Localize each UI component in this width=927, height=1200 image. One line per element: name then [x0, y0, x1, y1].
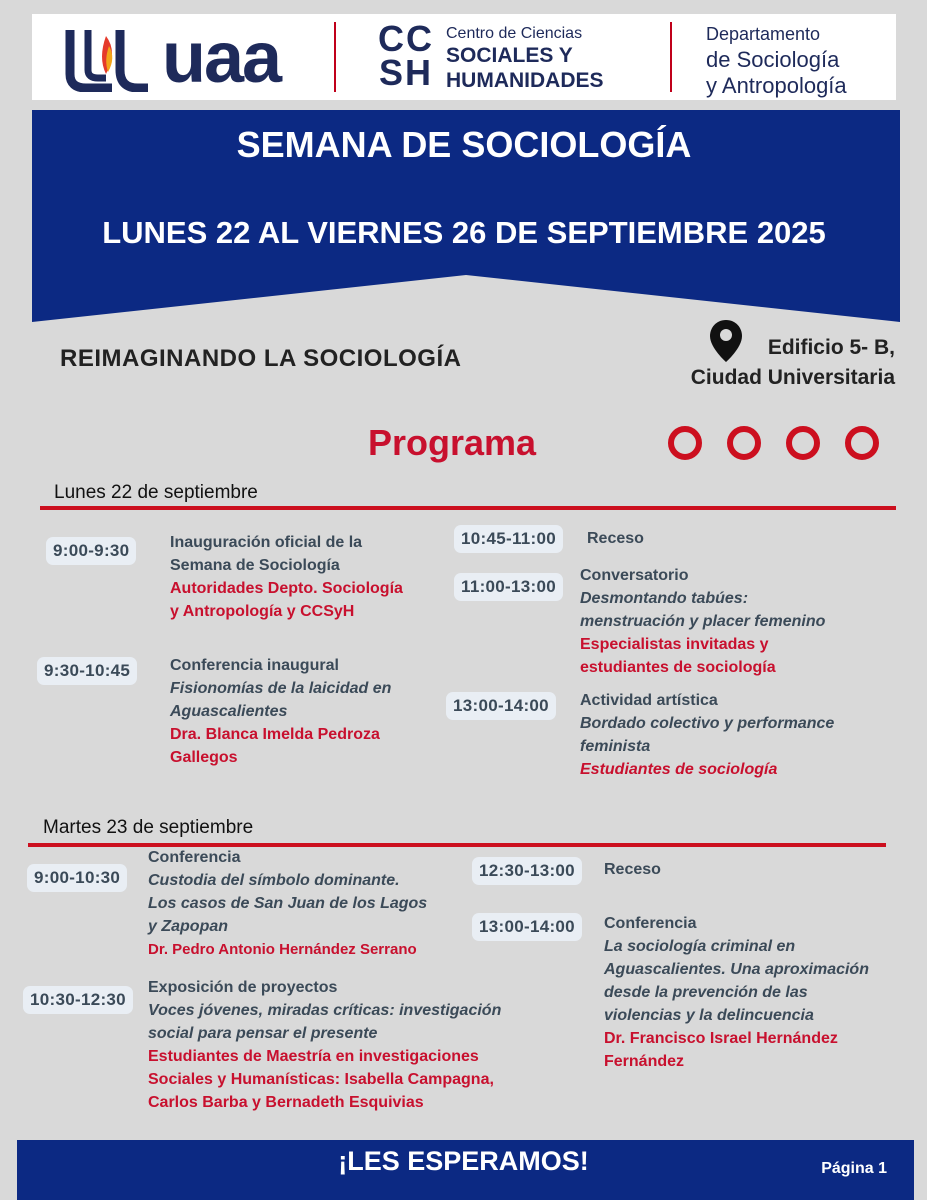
time-badge: 10:45-11:00: [454, 525, 563, 553]
event-speaker: Fernández: [604, 1053, 685, 1070]
circle-icon: [789, 429, 817, 457]
event-subtitle: Voces jóvenes, miradas críticas: investigación: [148, 1002, 502, 1019]
event: [604, 858, 661, 881]
footer-message: ¡LES ESPERAMOS!: [338, 1146, 589, 1176]
event-subtitle: Desmontando tabúes:: [580, 590, 749, 607]
ccsh-line3: HUMANIDADES: [446, 69, 604, 92]
logo-strip: [32, 14, 896, 100]
event-title: Conferencia inaugural: [170, 657, 339, 674]
event: [148, 976, 501, 1114]
location-line1: Edificio 5- B,: [767, 336, 895, 359]
divider: [670, 22, 672, 92]
event-subtitle: social para pensar el presente: [148, 1025, 378, 1042]
banner-dates: LUNES 22 AL VIERNES 26 DE SEPTIEMBRE 2025: [102, 215, 826, 250]
event: [604, 912, 869, 1073]
event-subtitle: violencias y la delincuencia: [604, 1007, 814, 1024]
event-title: Actividad artística: [580, 692, 718, 709]
location-line2: Ciudad Universitaria: [690, 366, 895, 389]
event: [170, 654, 391, 769]
location-pin-icon: [708, 318, 744, 364]
dept-line2: de Sociología: [706, 47, 840, 72]
event-subtitle: Aguascalientes. Una aproximación: [604, 961, 869, 978]
ccsh-line2: SOCIALES Y: [446, 44, 573, 67]
decorative-circles: [667, 425, 887, 461]
circle-icon: [730, 429, 758, 457]
event: [170, 531, 403, 623]
ccsh-line1: Centro de Ciencias: [446, 25, 583, 42]
event-speaker: y Antropología y CCSyH: [170, 603, 355, 620]
event-subtitle: Aguascalientes: [170, 703, 288, 720]
event-title: Conferencia: [604, 915, 697, 932]
event: [580, 689, 834, 781]
circle-icon: [671, 429, 699, 457]
event-subtitle: Fisionomías de la laicidad en: [170, 680, 392, 697]
event-subtitle: Bordado colectivo y performance: [580, 715, 835, 732]
ccsh-logo: CC SH: [378, 18, 434, 93]
event-subtitle: y Zapopan: [148, 918, 229, 935]
event-subtitle: menstruación y placer femenino: [580, 613, 826, 630]
time-badge: 12:30-13:00: [472, 857, 582, 885]
event-title: Exposición de proyectos: [148, 979, 338, 996]
event-speaker: Dr. Francisco Israel Hernández: [604, 1030, 838, 1047]
dept-line1: Departamento: [706, 24, 821, 44]
uaa-logo-icon: [62, 22, 157, 92]
event-speaker: estudiantes de sociología: [580, 659, 776, 676]
page-number: Página 1: [821, 1160, 887, 1177]
event-subtitle: La sociología criminal en: [604, 938, 796, 955]
event-title: Conferencia: [148, 849, 241, 866]
banner-title: SEMANA DE SOCIOLOGÍA: [236, 124, 692, 165]
event-speaker: Sociales y Humanísticas: Isabella Campagna,: [148, 1071, 494, 1088]
event-subtitle: Custodia del símbolo dominante.: [148, 872, 400, 889]
time-badge: 13:00-14:00: [446, 692, 556, 720]
event-speaker: Estudiantes de Maestría en investigaciones: [148, 1048, 479, 1065]
event-subtitle: Los casos de San Juan de los Lagos: [148, 895, 428, 912]
time-badge: 9:30-10:45: [37, 657, 137, 685]
event-speaker: Carlos Barba y Bernadeth Esquivias: [148, 1094, 424, 1111]
time-badge: 13:00-14:00: [472, 913, 582, 941]
event-speaker: Dra. Blanca Imelda Pedroza: [170, 726, 380, 743]
event-subtitle: desde la prevención de las: [604, 984, 808, 1001]
time-badge: 9:00-10:30: [27, 864, 127, 892]
event: [580, 564, 825, 679]
event-title: Receso: [587, 530, 644, 547]
event-subtitle: REIMAGINANDO LA SOCIOLOGÍA: [60, 345, 462, 372]
event-title: Inauguración oficial de la: [170, 534, 363, 551]
event-speaker: Especialistas invitadas y: [580, 636, 769, 653]
day1-divider: [40, 506, 896, 510]
event-speaker: Autoridades Depto. Sociología: [170, 580, 403, 597]
event-title: Conversatorio: [580, 567, 689, 584]
event-title: Receso: [604, 861, 661, 878]
event: [148, 846, 427, 961]
event-speaker: Estudiantes de sociología: [580, 761, 778, 778]
uaa-wordmark: uaa: [162, 18, 281, 98]
dept-line3: y Antropología: [706, 73, 847, 98]
day1-label: Lunes 22 de septiembre: [54, 482, 258, 503]
divider: [334, 22, 336, 92]
time-badge: 11:00-13:00: [454, 573, 563, 601]
event-subtitle: feminista: [580, 738, 651, 755]
time-badge: 9:00-9:30: [46, 537, 136, 565]
time-badge: 10:30-12:30: [23, 986, 133, 1014]
event-title: Semana de Sociología: [170, 557, 340, 574]
programa-heading: Programa: [368, 422, 537, 463]
event-speaker: Gallegos: [170, 749, 238, 766]
event-speaker: Dr. Pedro Antonio Hernández Serrano: [148, 941, 417, 958]
circle-icon: [848, 429, 876, 457]
day2-label: Martes 23 de septiembre: [43, 817, 254, 838]
event: [587, 527, 644, 550]
